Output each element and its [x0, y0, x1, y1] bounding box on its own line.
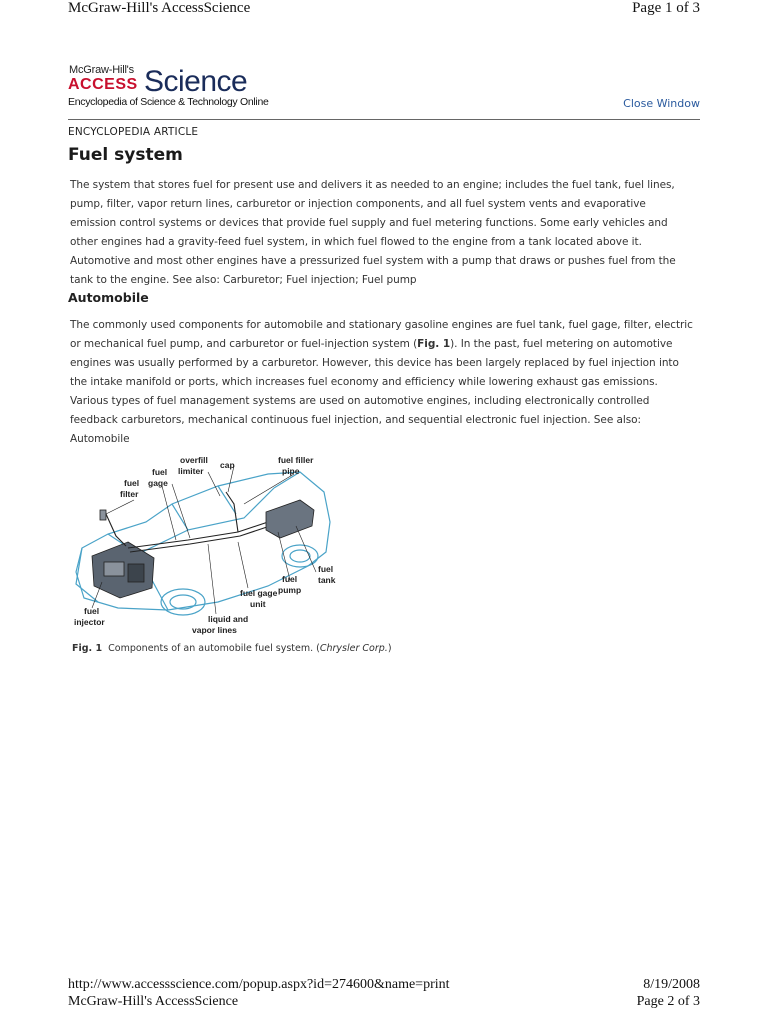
print-footer-date: 8/19/2008 — [643, 977, 700, 992]
label-fuel-injector: fuel injector — [74, 606, 105, 627]
intro-paragraph: The system that stores fuel for present use and delivers it as needed to an engine; includes the fuel tank, fuel lines, pump, filter, vapor return lines, carburetor or injection components, and all fuel system vents and evaporative emission control systems or devices that provide fuel supply and fuel metering functions. Some early vehicles and other engines had a gravity-feed fuel system, in which fuel flowed to the engine from a tank located above it. Automotive and most other engines have a pressurized fuel system with a pump that draws or pushes fuel from the tank to the engine. See also: Carburetor; Fuel injection; Fuel pump — [70, 179, 676, 286]
caption-text: Components of an automobile fuel system. ( — [108, 643, 320, 654]
header-divider — [68, 119, 700, 120]
caption-label: Fig. 1 — [72, 643, 103, 654]
accessscience-logo[interactable] — [68, 64, 268, 112]
label-fuel-filler-pipe: fuel filler pipe — [278, 455, 314, 476]
article-kicker: ENCYCLOPEDIA ARTICLE — [68, 126, 199, 138]
logo-publisher: McGraw-Hill's — [69, 64, 134, 76]
print-header-site: McGraw-Hill's AccessScience — [68, 0, 251, 16]
print-header — [68, 0, 700, 20]
next-page-header — [68, 994, 700, 1010]
figure-reference-link[interactable]: Fig. 1 — [417, 338, 451, 350]
logo-tagline: Encyclopedia of Science & Technology Online — [68, 96, 269, 108]
label-fuel-pump: fuel pump — [278, 574, 302, 595]
next-page-site: McGraw-Hill's AccessScience — [68, 994, 239, 1009]
label-fuel-tank: fuel tank — [318, 564, 336, 585]
caption-credit: Chrysler Corp. — [319, 643, 388, 654]
automobile-paragraph-part2: ). In the past, fuel metering on automotive engines was usually performed by a carburetor. However, this device has been largely replaced by fuel injection into the intake manifold or ports, which increases fuel economy and efficiency while lowering exhaust gas emissions. Various types of fuel management systems are used on automotive engines, including electronically controlled feedback carburetors, mechanical continuous fuel injection, and sequential electronic fuel injection. See also: Automobile — [70, 338, 679, 445]
logo-science: Science — [144, 65, 248, 98]
label-overfill-limiter: overfill limiter — [178, 455, 208, 476]
fuel-tank-shape — [266, 500, 314, 538]
close-window-link[interactable]: Close Window — [623, 97, 700, 110]
fuel-system-figure[interactable] — [68, 452, 368, 638]
figure-caption — [72, 643, 392, 654]
logo-access: ACCESS — [68, 76, 138, 93]
automobile-paragraph — [70, 316, 694, 449]
print-footer — [68, 977, 700, 993]
label-liquid-vapor-lines: liquid and vapor lines — [192, 614, 249, 635]
fuel-lines — [106, 492, 292, 552]
section-heading-automobile: Automobile — [68, 290, 149, 305]
caption-end: ) — [387, 643, 392, 654]
page-title: Fuel system — [68, 145, 183, 165]
print-header-page: Page 1 of 3 — [632, 0, 700, 16]
automobile-paragraph-part1: The commonly used components for automobile and stationary gasoline engines are fuel tank, fuel gage, filter, electric or mechanical fuel pump, and carburetor or fuel-injection system ( — [70, 319, 693, 350]
next-page-number: Page 2 of 3 — [636, 994, 700, 1009]
print-footer-url: http://www.accessscience.com/popup.aspx?id=274600&name=print — [68, 977, 450, 992]
label-fuel-gage: fuel gage — [148, 467, 168, 488]
label-fuel-filter: fuel filter — [120, 478, 140, 499]
label-fuel-gage-unit: fuel gage unit — [240, 588, 278, 609]
label-cap: cap — [220, 460, 235, 470]
engine-assembly — [92, 510, 154, 598]
